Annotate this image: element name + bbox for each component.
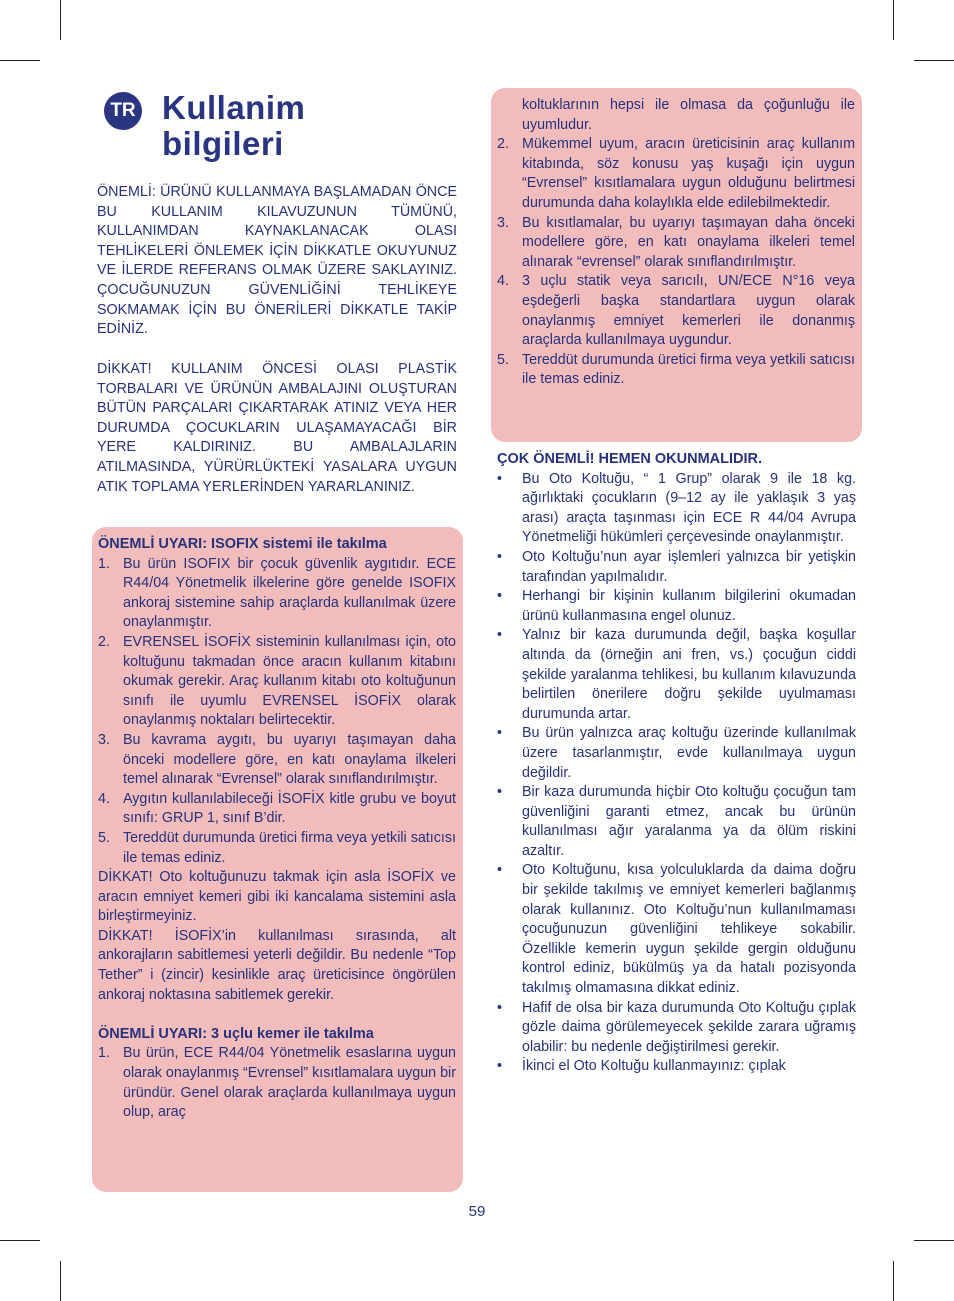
crop-mark (914, 60, 954, 61)
list-item: • Yalnız bir kaza durumunda değil, başka koşullar altında da (örneğin ani fren, vs.) çocuğun ciddi şekilde yaralanma tehlikesi, bu kullanım kılavuzunda belirtilen önerilere doğru şekilde uyulmaması durumunda artar. (497, 627, 856, 722)
language-badge: TR (104, 92, 142, 130)
page-title (162, 90, 305, 162)
list-item: 1. Bu ürün, ECE R44/04 Yönetmelik esaslarına uygun olarak onaylanmış “Evrensel” kısıtlamalara uygun bir üründür. Genel olarak araçlarda kullanılmaya uygun olup, araç (98, 1045, 456, 1121)
title-line-1: Kullanim (162, 89, 306, 126)
list-item: • Oto Koltuğunu, kısa yolculuklarda da daima doğru bir şekilde takılmış ve emniyet kemerleri bağlanmış olarak kullanınız. Oto Koltuğu’nun kullanılmaması çocuğunuzun güvenliğini tehlikeye sokabilir. Özellikle kemerin uygun şekilde gergin olduğunu kontrol ediniz, bükülmüş ya da hatalı pozisyonda takılmış olmamasına dikkat ediniz. (497, 862, 856, 997)
list-item-continued: koltuklarının hepsi ile olmasa da çoğunluğu ile uyumludur. (522, 97, 855, 133)
belt-list-continued (497, 135, 855, 390)
list-item: 3. Bu kavrama aygıtı, bu uyarıyı taşımayan daha önceki modellere göre, en katı onaylama ilkeleri temel alınarak “Evrensel” olarak sınıflandırılmıştır. (98, 731, 456, 788)
crop-mark (0, 60, 40, 61)
list-item: 4. 3 uçlu statik veya sarıcılı, UN/ECE N°16 veya eşdeğerli başka standartlara uygun olarak onaylanmış emniyet kemerleri ile donanmış araçlarda kullanılmaya uygundur. (497, 273, 855, 349)
important-read-section (497, 450, 856, 1077)
crop-mark (60, 1261, 61, 1301)
list-item: 2. Mükemmel uyum, aracın üreticisinin araç kullanım kitabında, söz konusu yaş kuşağı için uygun “Evrensel” kısıtlamalara uygun olduğunu belirtmesi durumunda daha kolaylıkla elde edilebilmektedir. (497, 136, 855, 211)
isofix-heading: ÖNEMLİ UYARI: ISOFIX sistemi ile takılma (98, 536, 387, 552)
title-line-2: bilgileri (162, 125, 284, 162)
belt-heading: ÖNEMLİ UYARI: 3 uçlu kemer ile takılma (98, 1025, 374, 1042)
bullet-list (497, 470, 856, 1077)
list-item: • Bu Oto Koltuğu, “ 1 Grup” olarak 9 ile 18 kg. ağırlıktaki çocukların (9–12 ay ile yaklaşık 3 yaş arası) araçta taşınması için ECE R 44/04 Avrupa Yönetmeliği hükümleri çerçevesinde onaylanmıştır. (497, 470, 856, 546)
list-item: • Herhangi bir kişinin kullanım bilgilerini okumadan ürünü kullanmasına engel olunuz. (497, 588, 856, 624)
important-read-heading: ÇOK ÖNEMLİ! HEMEN OKUNMALIDIR. (497, 451, 763, 467)
packaging-warning: DİKKAT! KULLANIM ÖNCESİ OLASI PLASTİK TORBALARI VE ÜRÜNÜN AMBALAJINI OLUŞTURAN BÜTÜN PARÇALARI ÇIKARTARAK ATINIZ VEYA HER DURUMDA ÇOCUKLARIN ULAŞAMAYACAĞI BİR YERE KALDIRINIZ. BU AMBALAJLARIN ATILMASINDA, YÜRÜRLÜKTEKİ YASALARA UYGUN ATIK TOPLAMA YERLERİNDEN YARARLANINIZ. (97, 361, 457, 495)
list-item: 1. Bu ürün ISOFIX bir çocuk güvenlik aygıtıdır. ECE R44/04 Yönetmelik ilkelerine göre genelde ISOFIX ankoraj sistemine sahip araçlarda kullanılmak üzere onaylanmıştır. (98, 555, 456, 631)
page-number: 59 (468, 1203, 486, 1220)
isofix-note-1: DİKKAT! Oto koltuğunuzu takmak için asla İSOFİX ve aracın emniyet kemeri gibi iki kancalama sistemini asla birleştirmeyiniz. (98, 869, 456, 925)
isofix-list (98, 555, 456, 869)
list-item: • Oto Koltuğu’nun ayar işlemleri yalnızca bir yetişkin tarafından yapılmalıdır. (497, 548, 856, 585)
crop-mark (914, 1240, 954, 1241)
belt-warning-box-continued (491, 88, 862, 442)
list-item: 4. Aygıtın kullanılabileceği İSOFİX kitle grubu ve boyut sınıfı: GRUP 1, sınıf B’dir. (98, 790, 456, 827)
list-item: 2. EVRENSEL İSOFİX sisteminin kullanılması için, oto koltuğunu takmadan önce aracın kullanım kitabını okumak gerekir. Araç kullanım kitabı oto koltuğunun sınıfı ile uyumlu EVRENSEL İSOFİX olarak onaylanmış noktaları belirtecektir. (98, 633, 456, 729)
list-item: • İkinci el Oto Koltuğu kullanmayınız: çıplak (497, 1058, 786, 1075)
crop-mark (893, 0, 894, 40)
list-item: 5. Tereddüt durumunda üretici firma veya yetkili satıcısı ile temas ediniz. (497, 351, 855, 388)
list-item: • Bir kaza durumunda hiçbir Oto koltuğu çocuğun tam güvenliğini garanti etmez, ancak bu ürünün kullanılması ağır yaralanma ya da ölüm riskini azaltır. (497, 784, 856, 859)
crop-mark (60, 0, 61, 40)
list-item: • Hafif de olsa bir kaza durumunda Oto Koltuğu çıplak gözle daima görülemeyecek şekilde zarara uğramış olabilir: bu nedenle değiştirilmesi gerekir. (497, 999, 856, 1055)
isofix-warning-box (92, 527, 463, 1192)
crop-mark (0, 1240, 40, 1241)
important-notice: ÖNEMLİ: ÜRÜNÜ KULLANMAYA BAŞLAMADAN ÖNCE BU KULLANIM KILAVUZUNUN TÜMÜNÜ, KULLANIMDAN KAYNAKLANACAK OLASI TEHLİKELERİ ÖNLEMEK İÇİN DİKKATLE OKUYUNUZ VE İLERDE REFERANS OLMAK ÜZERE SAKLAYINIZ. ÇOCUĞUNUZUN GÜVENLİĞİNİ TEHLİKEYE SOKMAMAK İÇİN BU ÖNERİLERİ DİKKATLE TAKİP EDİNİZ. (97, 184, 457, 338)
belt-list (98, 1044, 456, 1122)
crop-mark (893, 1261, 894, 1301)
isofix-note-2: DİKKAT! İSOFİX’in kullanılması sırasında, alt ankorajların sabitlemesi yeterli değildir. Bu nedenle “Top Tether” i (zincir) kesinlikle araç üreticisince öngörülen ankoraj noktasına sabitlemek gerekir. (98, 927, 456, 1003)
list-item: 5. Tereddüt durumunda üretici firma veya yetkili satıcısı ile temas ediniz. (98, 829, 456, 866)
list-item: 3. Bu kısıtlamalar, bu uyarıyı taşımayan daha önceki modellere göre, en katı onaylama ilkeleri temel alınarak “evrensel” olarak sınıflandırılmıştır. (497, 214, 855, 270)
list-item: • Bu ürün yalnızca araç koltuğu üzerinde kullanılmak üzere tasarlanmıştır, evde kullanılmaya uygun değildir. (497, 725, 856, 781)
